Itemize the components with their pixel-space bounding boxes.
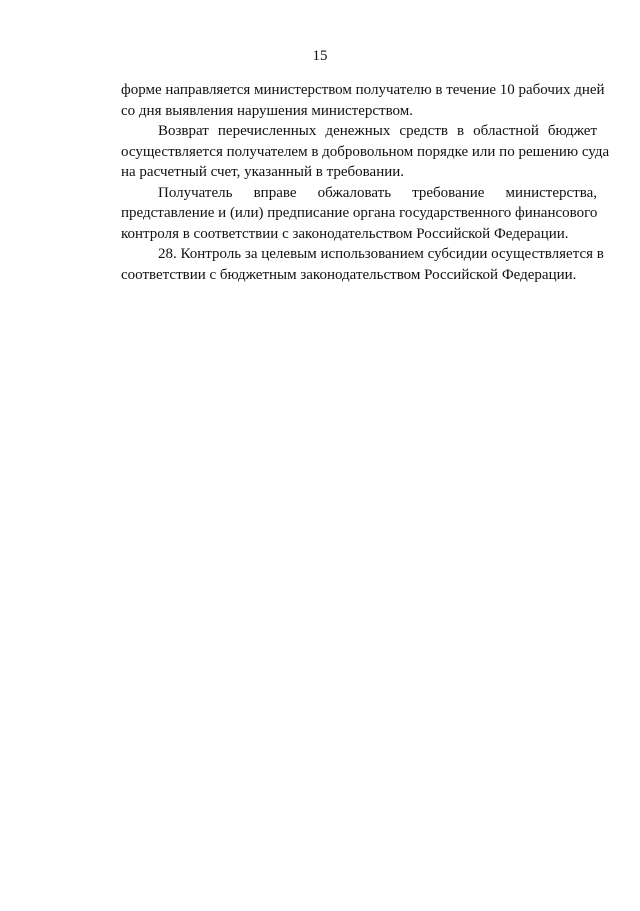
- text-line: соответствии с бюджетным законодательством Российской Федерации.: [121, 266, 577, 283]
- text-line: осуществляется получателем в добровольном порядке или по решению суда: [121, 143, 610, 160]
- paragraph-appeal-right: [121, 183, 597, 245]
- paragraph-funds-return: [121, 121, 610, 183]
- text-line: форме направляется министерством получателю в течение 10 рабочих дней: [121, 82, 605, 98]
- text-line: 28. Контроль за целевым использованием субсидии осуществляется в: [158, 246, 604, 262]
- text-line: контроля в соответствии с законодательством Российской Федерации.: [121, 225, 569, 242]
- document-body: [121, 80, 610, 285]
- paragraph-return-notice: [121, 80, 605, 121]
- text-line: представление и (или) предписание органа государственного финансового: [121, 205, 598, 221]
- page-number: 15: [312, 48, 328, 64]
- paragraph-subsidy-control: [121, 244, 604, 285]
- text-line: со дня выявления нарушения министерством.: [121, 102, 414, 119]
- text-line: Возврат перечисленных денежных средств в областной бюджет: [158, 123, 597, 139]
- text-line: на расчетный счет, указанный в требовании.: [121, 164, 405, 180]
- text-line: Получатель вправе обжаловать требование министерства,: [158, 184, 597, 201]
